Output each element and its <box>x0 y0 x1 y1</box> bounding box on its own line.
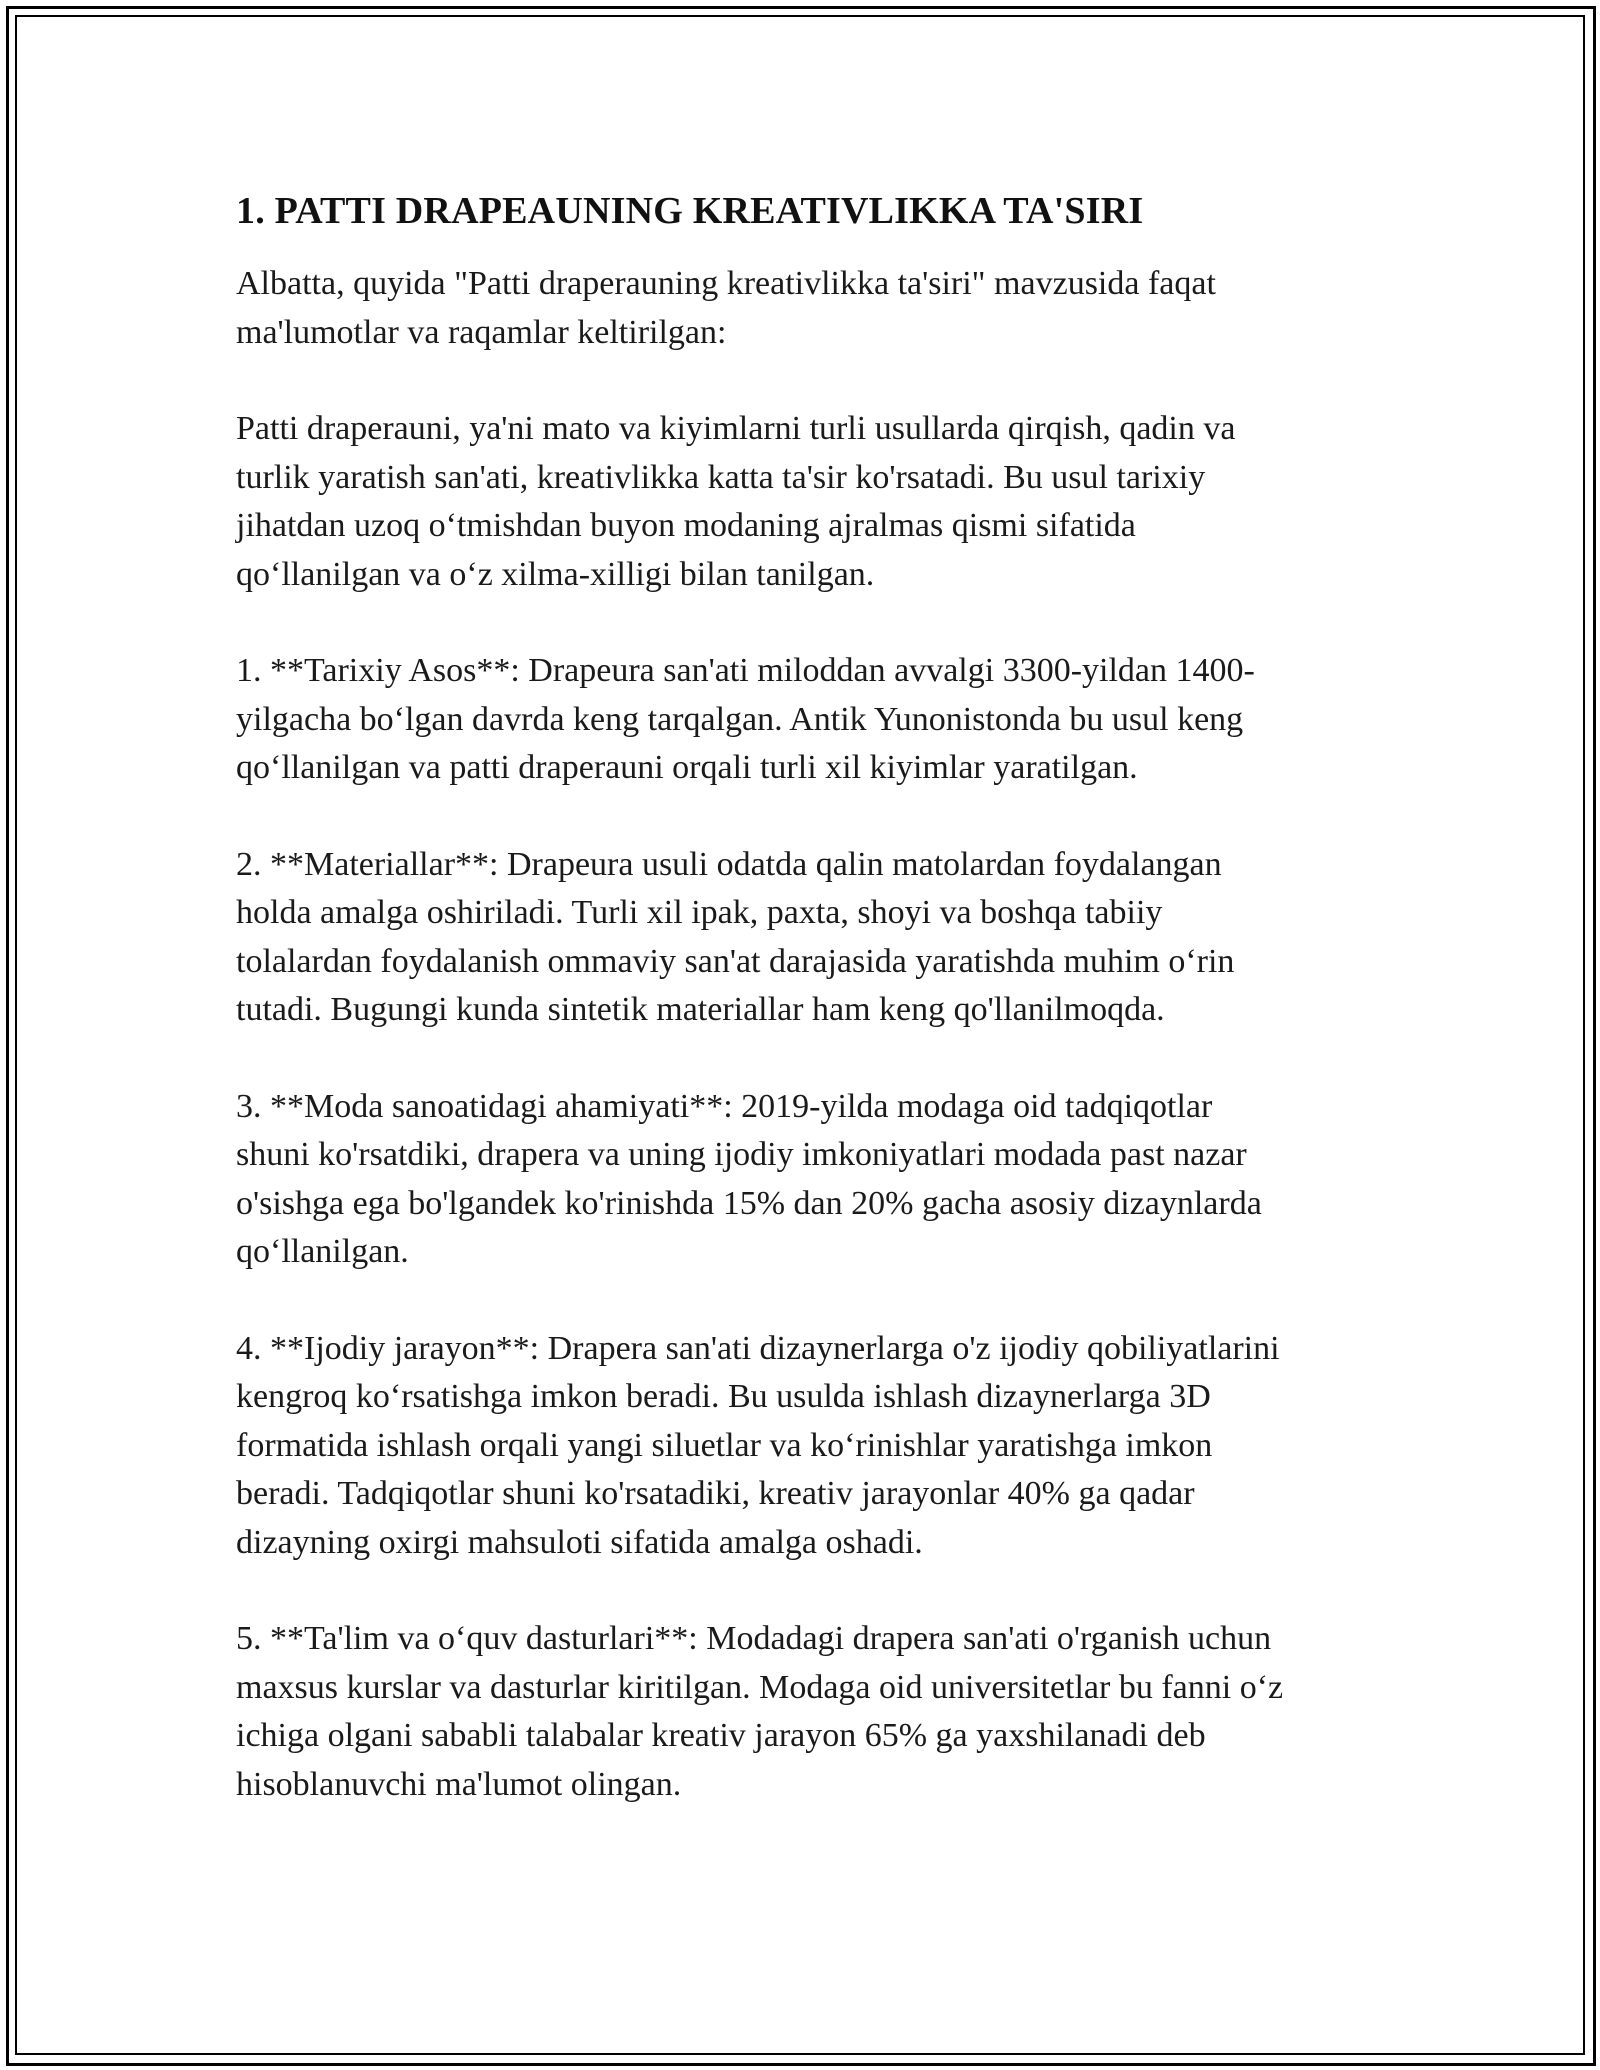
list-item-fashion-industry: 3. **Moda sanoatidagi ahamiyati**: 2019-yilda modaga oid tadqiqotlar shuni ko'rsatdiki, drapera va uning ijodiy imkoniyatlari modada past nazar o'sishga ega bo'lgandek ko'rinishda 15% dan 20% gacha asosiy dizaynlarda qoʻllanilgan. <box>236 1087 1262 1270</box>
list-item-historical-basis: 1. **Tarixiy Asos**: Drapeura san'ati miloddan avvalgi 3300-yildan 1400- yilgacha boʻlgan davrda keng tarqalgan. Antik Yunonistonda bu usul keng qoʻllanilgan va patti draperauni orqali turli xil kiyimlar yaratilgan. <box>236 652 1255 786</box>
list-item-education: 5. **Ta'lim va oʻquv dasturlari**: Modadagi drapera san'ati o'rganish uchun maxsus kurslar va dasturlar kiritilgan. Modaga oid universitetlar bu fanni oʻz ichiga olgani sababli talabalar kreativ jarayon 65% ga yaxshilanadi deb hisoblanuvchi ma'lumot olingan. <box>236 1620 1284 1803</box>
document-body <box>236 186 1386 1857</box>
intro-paragraph: Albatta, quyida "Patti draperauning kreativlikka ta'siri" mavzusida faqat ma'lumotlar va raqamlar keltirilgan: <box>236 265 1216 351</box>
list-item-materials: 2. **Materiallar**: Drapeura usuli odatda qalin matolardan foydalangan holda amalga oshiriladi. Turli xil ipak, paxta, shoyi va boshqa tabiiy tolalardan foydalanish ommaviy san'at darajasida yaratishda muhim oʻrin tutadi. Bugungi kunda sintetik materiallar ham keng qo'llanilmoqda. <box>236 845 1235 1028</box>
list-item-creative-process: 4. **Ijodiy jarayon**: Drapera san'ati dizaynerlarga o'z ijodiy qobiliyatlarini kengroq koʻrsatishga imkon beradi. Bu usulda ishlash dizaynerlarga 3D formatida ishlash orqali yangi siluetlar va koʻrinishlar yaratishga imkon beradi. Tadqiqotlar shuni ko'rsatadiki, kreativ jarayonlar 40% ga qadar dizayning oxirgi mahsuloti sifatida amalga oshadi. <box>236 1329 1280 1561</box>
overview-paragraph: Patti draperauni, ya'ni mato va kiyimlarni turli usullarda qirqish, qadin va turlik yaratish san'ati, kreativlikka katta ta'sir ko'rsatadi. Bu usul tarixiy jihatdan uzoq oʻtmishdan buyon modaning ajralmas qismi sifatida qoʻllanilgan va oʻz xilma-xilligi bilan tanilgan. <box>236 410 1236 593</box>
document-title: 1. PATTI DRAPEAUNING KREATIVLIKKA TA'SIRI <box>236 190 1144 232</box>
